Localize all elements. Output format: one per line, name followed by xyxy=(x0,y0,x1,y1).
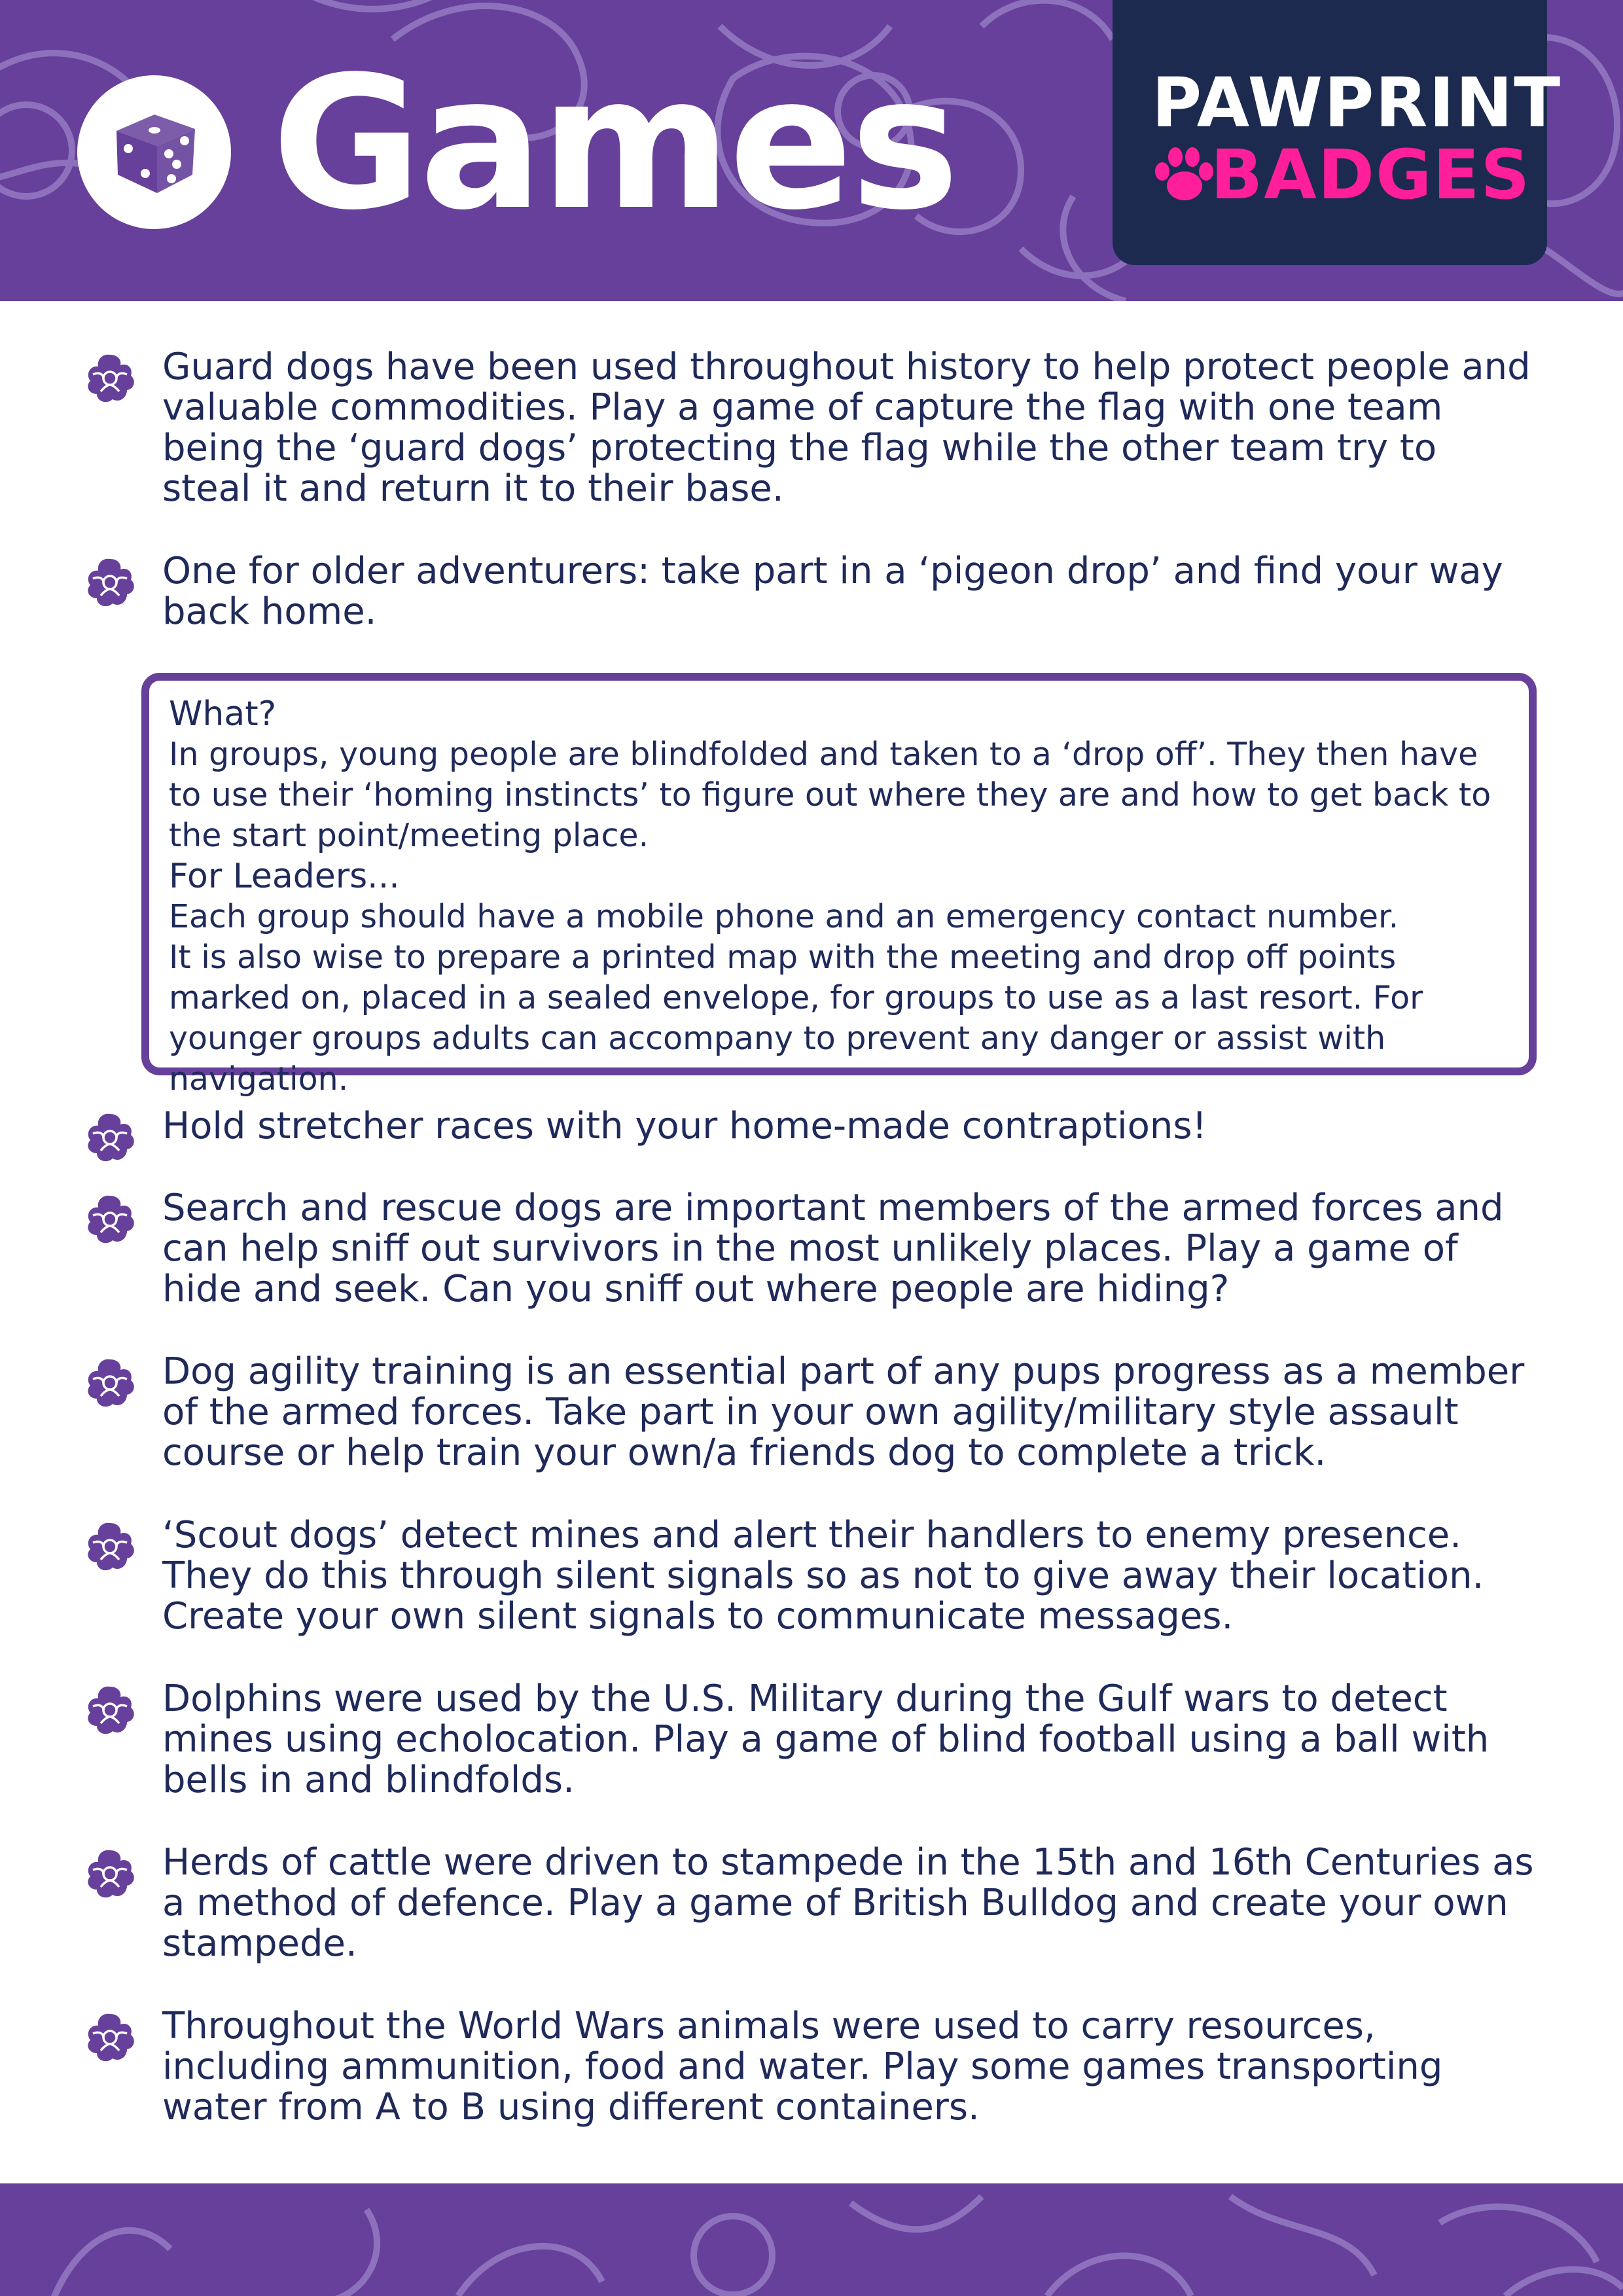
what-text: In groups, young people are blindfolded and taken to a ‘drop off’. They then have to use their ‘homing instincts’ to figure out where they are and how to get back to the start point/meeting place. xyxy=(169,736,1491,854)
poppy-bullet-icon xyxy=(84,2011,136,2064)
dice-icon-badge xyxy=(77,75,231,229)
page-title: Games xyxy=(272,37,957,251)
poppy-bullet-icon xyxy=(84,1111,136,1164)
item-text: Throughout the World Wars animals were used to carry resources, including ammunition, food and water. Play some games transporting water from A to B using different containers. xyxy=(162,2005,1443,2128)
dice-icon xyxy=(103,101,205,203)
pigeon-drop-info-box xyxy=(141,673,1537,1098)
what-heading: What? xyxy=(169,694,277,734)
poppy-bullet-icon xyxy=(84,1848,136,1900)
item-text: Hold stretcher races with your home-made contraptions! xyxy=(162,1105,1207,1147)
logo-line-2: BADGES xyxy=(1211,135,1531,215)
header-banner xyxy=(0,0,1623,301)
paw-icon xyxy=(1152,144,1214,206)
logo-line-1: PAWPRINT xyxy=(1152,63,1562,143)
item-text: Search and rescue dogs are important members of the armed forces and can help sniff out survivors in the most unlikely places. Play a game of hide and seek. Can you sniff out where people are hiding? xyxy=(162,1187,1504,1310)
leaders-text-1: Each group should have a mobile phone and an emergency contact number. xyxy=(169,898,1399,935)
pawprint-badges-logo xyxy=(1113,0,1562,265)
footer-banner xyxy=(0,2183,1623,2296)
item-text: ‘Scout dogs’ detect mines and alert their handlers to enemy presence. They do this through silent signals so as not to give away their location. Create your own silent signals to communicate messages. xyxy=(162,1514,1484,1638)
poppy-bullet-icon xyxy=(84,556,136,609)
poppy-bullet-icon xyxy=(84,1193,136,1246)
poppy-bullet-icon xyxy=(84,1357,136,1409)
item-text: Dog agility training is an essential part of any pups progress as a member of the armed forces. Take part in your own agility/military style assault course or help train your own/a friends dog to complete a trick. xyxy=(162,1350,1525,1474)
poppy-pattern-decoration xyxy=(0,2183,1623,2296)
leaders-heading: For Leaders... xyxy=(169,857,400,896)
poppy-bullet-icon xyxy=(84,1520,136,1573)
leaders-text-2: It is also wise to prepare a printed map with the meeting and drop off points marked on, placed in a sealed envelope, for groups to use as a last resort. For younger groups adults can accompany to prevent any danger or assist with navigation. xyxy=(169,939,1423,1098)
poppy-bullet-icon xyxy=(84,352,136,404)
item-text: Herds of cattle were driven to stampede in the 15th and 16th Centuries as a method of defence. Play a game of British Bulldog and create your own stampede. xyxy=(162,1841,1534,1965)
item-text: Dolphins were used by the U.S. Military during the Gulf wars to detect mines using echolocation. Play a game of blind football using a ball with bells in and blindfolds. xyxy=(162,1677,1489,1801)
item-text: One for older adventurers: take part in a ‘pigeon drop’ and find your way back home. xyxy=(162,550,1503,633)
poppy-bullet-icon xyxy=(84,1684,136,1736)
item-text: Guard dogs have been used throughout history to help protect people and valuable commodities. Play a game of capture the flag with one team being the ‘guard dogs’ protecting the flag while the other team try to steal it and return it to their base. xyxy=(162,346,1531,510)
